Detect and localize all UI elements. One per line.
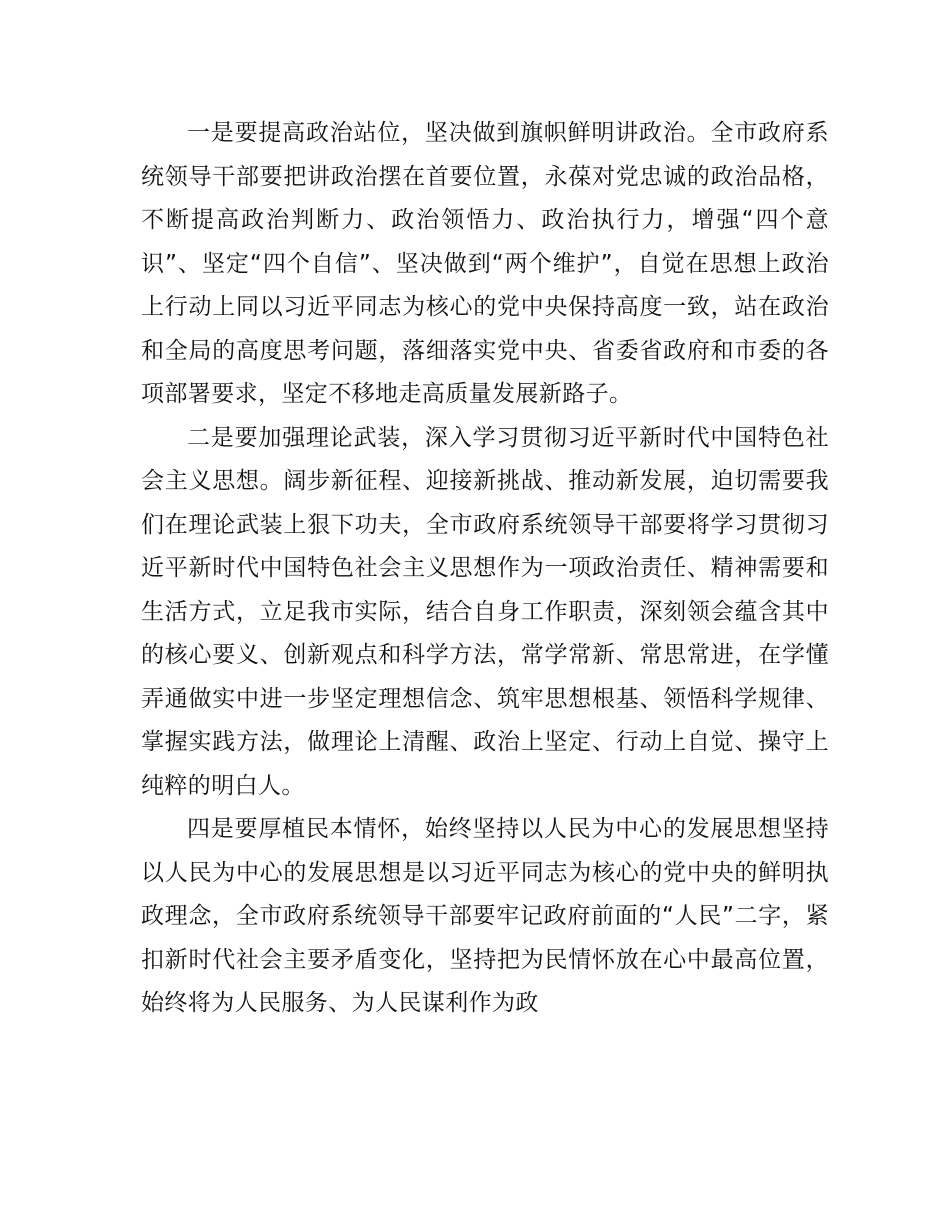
- paragraph-people-centered: 四是要厚植民本情怀，始终坚持以人民为中心的发展思想坚持以人民为中心的发展思想是以习近平同志为核心的党中央的鲜明执政理念，全市政府系统领导干部要牢记政府前面的“人民”二字，紧扣新时代社会主要矛盾变化，坚持把为民情怀放在心中最高位置，始终将为人民服务、为人民谋利作为政: [141, 816, 829, 1016]
- paragraph-political-stance: 一是要提高政治站位，坚决做到旗帜鲜明讲政治。全市政府系统领导干部要把讲政治摆在首要位置，永葆对党忠诚的政治品格，不断提高政治判断力、政治领悟力、政治执行力，增强“四个意识”、坚定“四个自信”、坚决做到“两个维护”，自觉在思想上政治上行动上同以习近平同志为核心的党中央保持高度一致，站在政治和全局的高度思考问题，落细落实党中央、省委省政府和市委的各项部署要求，坚定不移地走高质量发展新路子。: [141, 120, 829, 407]
- paragraph-theory-study: 二是要加强理论武装，深入学习贯彻习近平新时代中国特色社会主义思想。阔步新征程、迎接新挑战、推动新发展，迫切需要我们在理论武装上狠下功夫，全市政府系统领导干部要将学习贯彻习近平新时代中国特色社会主义思想作为一项政治责任、精神需要和生活方式，立足我市实际，结合自身工作职责，深刻领会蕴含其中的核心要义、创新观点和科学方法，常学常新、常思常进，在学懂弄通做实中进一步坚定理想信念、筑牢思想根基、领悟科学规律、掌握实践方法，做理论上清醒、政治上坚定、行动上自觉、操守上纯粹的明白人。: [141, 424, 829, 799]
- document-body: [141, 112, 829, 1026]
